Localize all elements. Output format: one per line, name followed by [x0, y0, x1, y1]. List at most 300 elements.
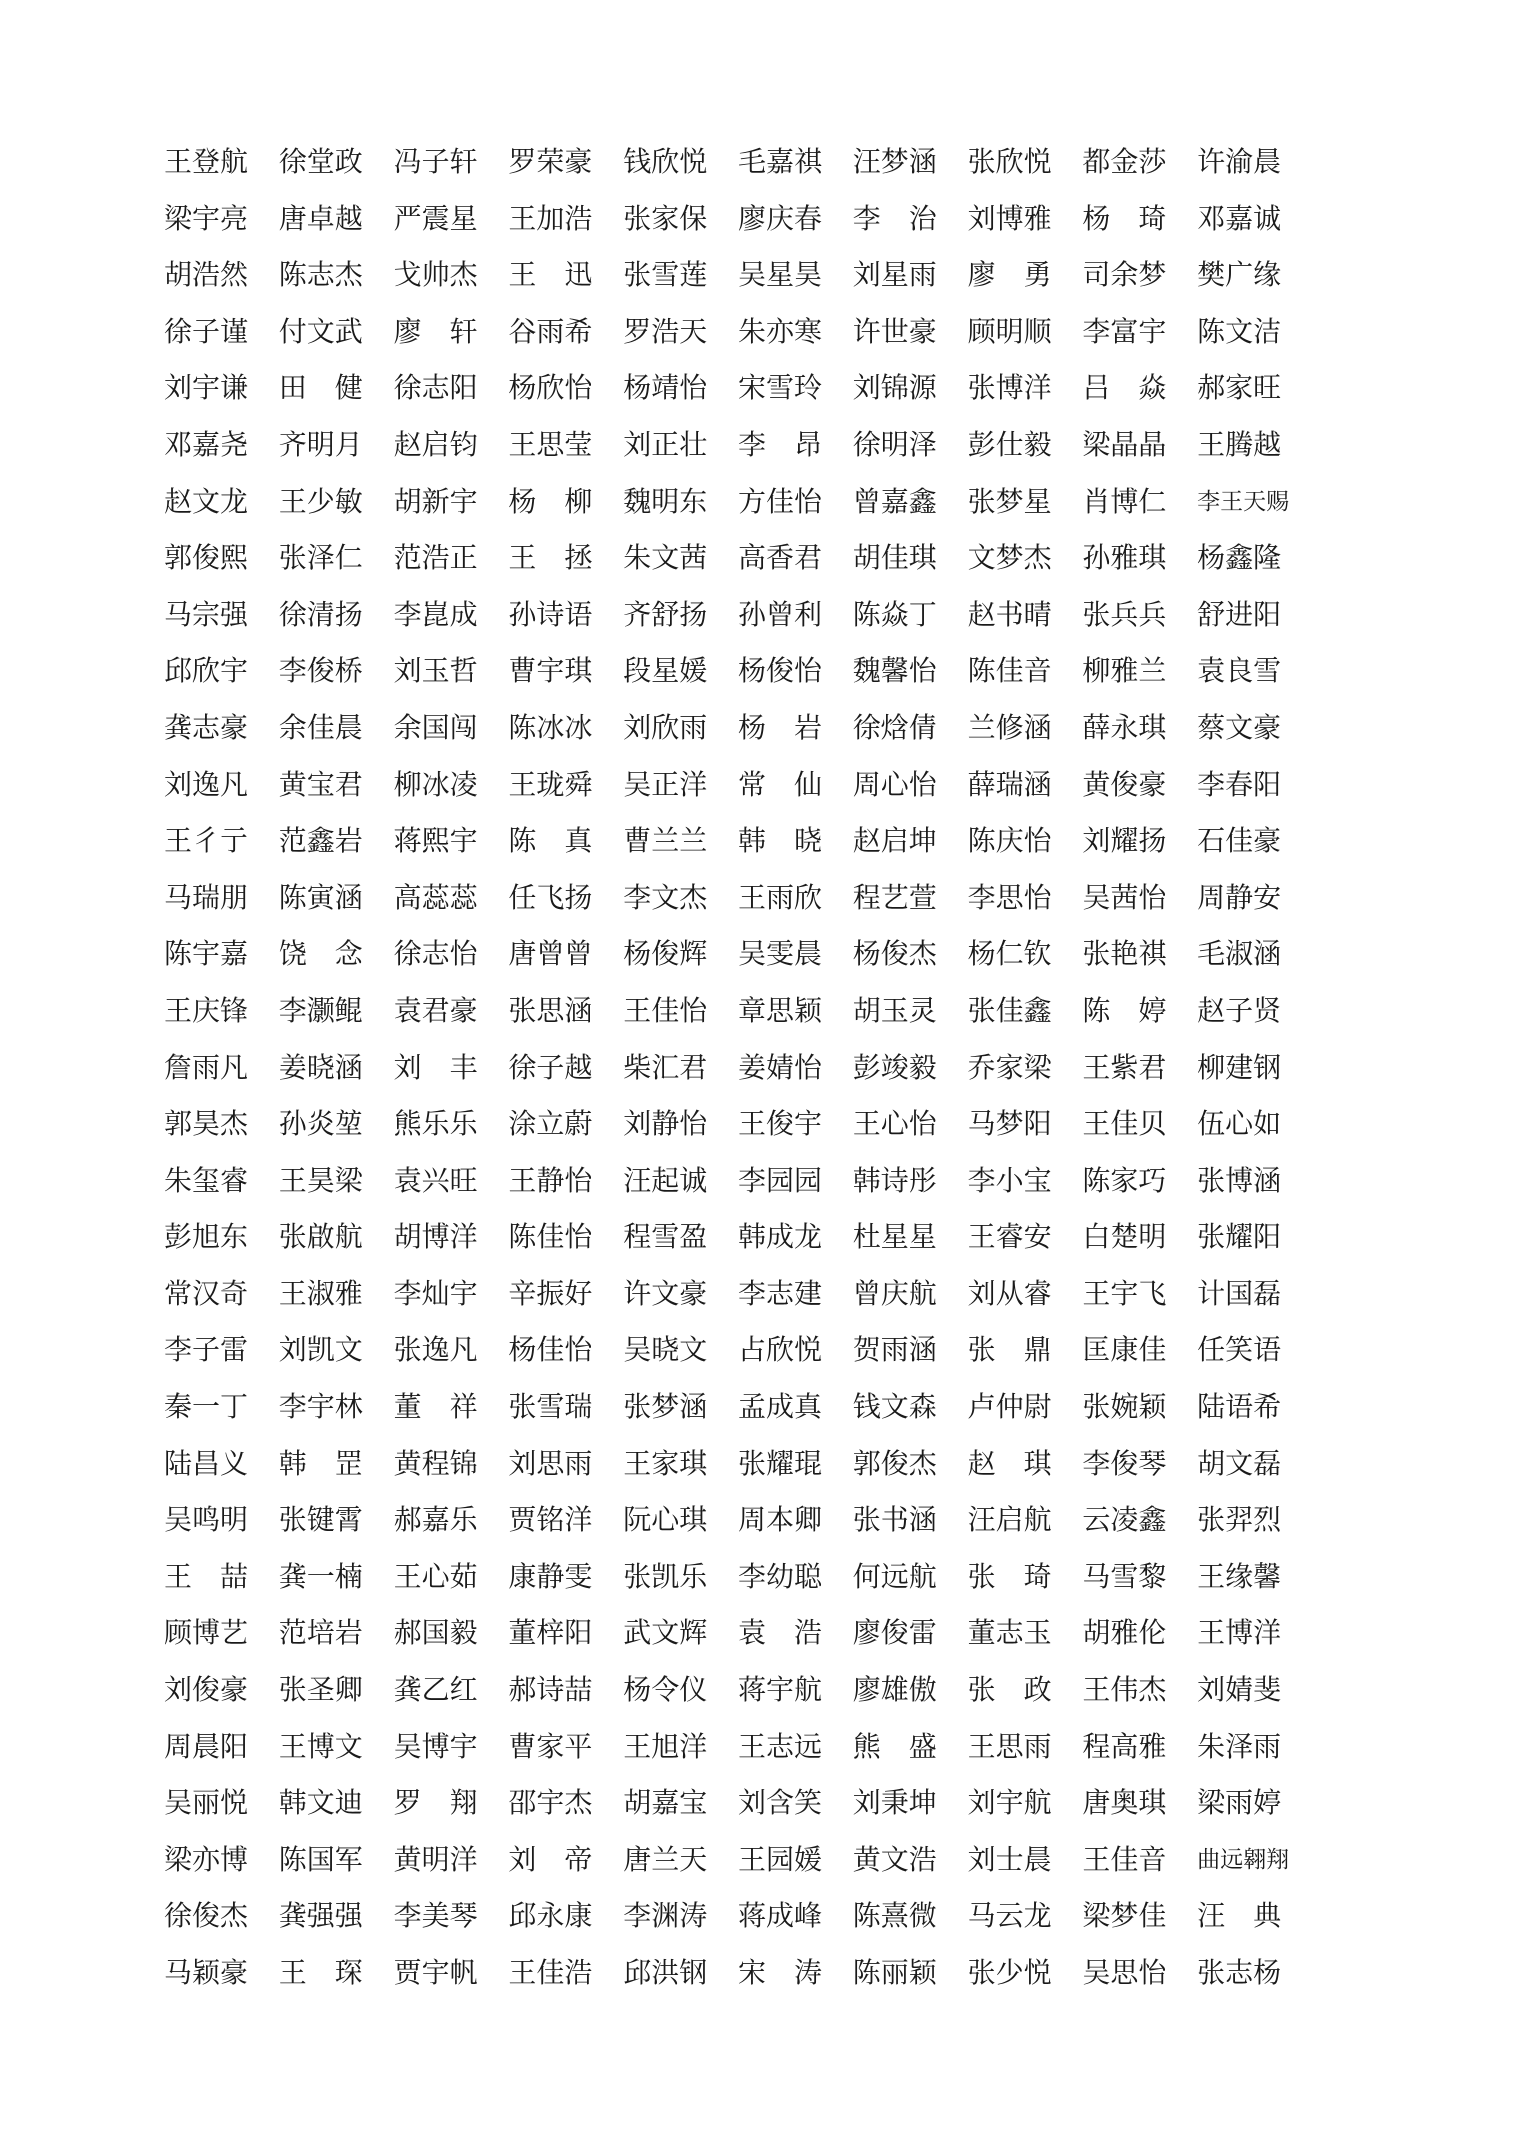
name-entry: 邓嘉尧: [164, 427, 249, 461]
name-entry: 王珑舜: [508, 767, 593, 801]
name-entry: 王旭洋: [623, 1729, 708, 1763]
name-entry: 周晨阳: [164, 1729, 249, 1763]
name-entry: 汪梦涵: [852, 145, 937, 178]
name-entry: 吴思怡: [1082, 1956, 1167, 1989]
name-entry: 王宇飞: [1082, 1276, 1167, 1310]
name-entry: 张博洋: [967, 371, 1052, 405]
name-entry: 徐志怡: [393, 937, 478, 971]
name-entry: 汪 典: [1197, 1899, 1282, 1933]
name-entry: 张家保: [623, 201, 708, 235]
name-entry: 阮心琪: [623, 1503, 708, 1537]
name-entry: 梁雨婷: [1197, 1786, 1282, 1820]
name-entry: 薛瑞涵: [967, 767, 1052, 801]
name-entry: 张凯乐: [623, 1559, 708, 1593]
name-entry: 韩成龙: [737, 1220, 822, 1254]
name-entry: 伍心如: [1197, 1107, 1282, 1141]
name-entry: 胡新宇: [393, 484, 478, 518]
name-entry: 王思莹: [508, 427, 593, 461]
name-entry: 王佳贝: [1082, 1107, 1167, 1141]
name-entry: 邵宇杰: [508, 1786, 593, 1820]
name-entry: 熊 盛: [852, 1729, 937, 1763]
name-entry: 韩诗彤: [852, 1163, 937, 1197]
name-entry: 刘锦源: [852, 371, 937, 405]
name-entry: 邓嘉诚: [1197, 201, 1282, 235]
name-entry: 陈寅涵: [278, 880, 363, 914]
name-entry: 唐奥琪: [1082, 1786, 1167, 1820]
name-entry: 朱亦寒: [737, 314, 822, 348]
name-entry: 何远航: [852, 1559, 937, 1593]
name-entry: 孟成真: [737, 1390, 822, 1424]
name-entry: 王伟杰: [1082, 1673, 1167, 1707]
name-entry: 刘博雅: [967, 201, 1052, 235]
name-entry: 陈佳怡: [508, 1220, 593, 1254]
name-entry: 刘宇航: [967, 1786, 1052, 1820]
name-entry: 李俊琴: [1082, 1446, 1167, 1480]
name-entry: 常汉奇: [164, 1276, 249, 1310]
name-entry: 都金莎: [1082, 145, 1167, 178]
name-entry: 李园园: [737, 1163, 822, 1197]
name-entry: 刘正壮: [623, 427, 708, 461]
name-entry: 唐曾曾: [508, 937, 593, 971]
name-entry: 卢仲尉: [967, 1390, 1052, 1424]
name-entry: 刘凯文: [278, 1333, 363, 1367]
name-entry: 胡雅伦: [1082, 1616, 1167, 1650]
name-entry: 罗 翔: [393, 1786, 478, 1820]
name-entry: 李王天赐: [1197, 488, 1290, 515]
name-entry: 王加浩: [508, 201, 593, 235]
name-entry: 李文杰: [623, 880, 708, 914]
name-entry: 程高雅: [1082, 1729, 1167, 1763]
name-entry: 袁良雪: [1197, 654, 1282, 688]
name-entry: 高香君: [737, 541, 822, 575]
name-entry: 王 喆: [164, 1559, 248, 1593]
name-entry: 余佳晨: [278, 710, 363, 744]
name-entry: 余国闯: [393, 710, 478, 744]
name-entry: 黄宝君: [278, 767, 363, 801]
name-entry: 唐卓越: [278, 201, 363, 235]
name-entry: 章思颖: [737, 993, 822, 1027]
name-entry: 宋雪玲: [737, 371, 822, 405]
name-entry: 陈佳音: [967, 654, 1052, 688]
name-entry: 柳建钢: [1197, 1050, 1282, 1084]
name-entry: 梁宇亮: [164, 201, 249, 235]
name-entry: 司余梦: [1082, 258, 1167, 292]
name-entry: 钱文森: [852, 1390, 937, 1424]
name-entry: 陆语希: [1197, 1390, 1282, 1424]
name-entry: 邱永康: [508, 1899, 593, 1933]
name-entry: 杨佳怡: [508, 1333, 593, 1367]
name-entry: 王彳亍: [164, 824, 249, 858]
name-entry: 李子雷: [164, 1333, 249, 1367]
name-entry: 田 健: [278, 371, 363, 405]
name-entry: 杨俊杰: [852, 937, 937, 971]
name-entry: 杨俊怡: [737, 654, 822, 688]
name-entry: 董志玉: [967, 1616, 1052, 1650]
name-entry: 杨仁钦: [967, 937, 1052, 971]
name-entry: 胡博洋: [393, 1220, 478, 1254]
name-entry: 王思雨: [967, 1729, 1052, 1763]
name-entry: 刘从睿: [967, 1276, 1052, 1310]
name-entry: 杨靖怡: [623, 371, 708, 405]
name-entry: 董 祥: [393, 1390, 478, 1424]
name-entry: 王静怡: [508, 1163, 593, 1197]
name-entry: 马颖豪: [164, 1956, 249, 1989]
name-entry: 辛振好: [508, 1276, 593, 1310]
name-entry: 孙炎堃: [278, 1107, 363, 1141]
name-entry: 刘玉哲: [393, 654, 478, 688]
name-entry: 秦一丁: [164, 1390, 249, 1424]
name-entry: 杨欣怡: [508, 371, 593, 405]
name-entry: 龚强强: [278, 1899, 363, 1933]
name-entry: 张思涵: [508, 993, 593, 1027]
name-entry: 王淑雅: [278, 1276, 363, 1310]
name-entry: 黄文浩: [852, 1842, 937, 1876]
name-entry: 刘士晨: [967, 1842, 1052, 1876]
name-entry: 王紫君: [1082, 1050, 1167, 1084]
name-entry: 齐舒扬: [623, 597, 708, 631]
name-entry: 廖俊雷: [852, 1616, 937, 1650]
name-entry: 计国磊: [1197, 1276, 1282, 1310]
name-entry: 吴博宇: [393, 1729, 478, 1763]
name-entry: 毛淑涵: [1197, 937, 1282, 971]
name-entry: 郭俊杰: [852, 1446, 937, 1480]
name-entry: 徐堂政: [278, 145, 363, 178]
name-entry: 柴汇君: [623, 1050, 708, 1084]
name-entry: 魏明东: [623, 484, 708, 518]
name-entry: 杨令仪: [623, 1673, 708, 1707]
name-entry: 陈国军: [278, 1842, 363, 1876]
name-entry: 陈熹微: [852, 1899, 937, 1933]
name-entry: 郝家旺: [1197, 371, 1282, 405]
name-entry: 周心怡: [852, 767, 937, 801]
name-entry: 范浩正: [393, 541, 478, 575]
name-entry: 陈文洁: [1197, 314, 1282, 348]
name-entry: 张欣悦: [967, 145, 1052, 178]
name-entry: 程艺萱: [852, 880, 937, 914]
name-entry: 张 鼎: [967, 1333, 1052, 1367]
name-list: [164, 134, 1328, 2002]
name-entry: 刘俊豪: [164, 1673, 249, 1707]
name-entry: 郭昊杰: [164, 1107, 249, 1141]
name-entry: 郝诗喆: [508, 1673, 593, 1707]
name-entry: 薛永琪: [1082, 710, 1167, 744]
name-entry: 王 迅: [508, 258, 593, 292]
name-entry: 张逸凡: [393, 1333, 478, 1367]
name-entry: 曹家平: [508, 1729, 593, 1763]
name-entry: 周静安: [1197, 880, 1282, 914]
name-entry: 姜晓涵: [278, 1050, 363, 1084]
name-entry: 李幼聪: [737, 1559, 822, 1593]
name-entry: 孙曾利: [737, 597, 822, 631]
name-entry: 王志远: [737, 1729, 822, 1763]
name-entry: 白楚明: [1082, 1220, 1167, 1254]
name-entry: 赵启坤: [852, 824, 937, 858]
name-entry: 王佳浩: [508, 1956, 593, 1989]
name-entry: 廖庆春: [737, 201, 822, 235]
name-entry: 马梦阳: [967, 1107, 1052, 1141]
name-entry: 王雨欣: [737, 880, 822, 914]
name-entry: 范鑫岩: [278, 824, 363, 858]
name-entry: 贺雨涵: [852, 1333, 937, 1367]
name-entry: 王心茹: [393, 1559, 478, 1593]
name-entry: 李志建: [737, 1276, 822, 1310]
name-entry: 刘欣雨: [623, 710, 708, 744]
name-entry: 赵子贤: [1197, 993, 1282, 1027]
name-entry: 胡佳琪: [852, 541, 937, 575]
name-entry: 汪启航: [967, 1503, 1052, 1537]
name-entry: 范培岩: [278, 1616, 363, 1650]
name-entry: 黄程锦: [393, 1446, 478, 1480]
name-entry: 李宇林: [278, 1390, 363, 1424]
name-entry: 王佳怡: [623, 993, 708, 1027]
name-entry: 王家琪: [623, 1446, 708, 1480]
name-entry: 曾嘉鑫: [852, 484, 937, 518]
name-entry: 王佳音: [1082, 1842, 1167, 1876]
name-entry: 钱欣悦: [623, 145, 708, 178]
name-entry: 云凌鑫: [1082, 1503, 1167, 1537]
name-entry: 王庆锋: [164, 993, 249, 1027]
name-entry: 詹雨凡: [164, 1050, 249, 1084]
name-entry: 曾庆航: [852, 1276, 937, 1310]
name-entry: 吴雯晨: [737, 937, 822, 971]
name-entry: 张雪莲: [623, 258, 708, 292]
name-entry: 唐兰天: [623, 1842, 708, 1876]
name-entry: 徐明泽: [852, 427, 937, 461]
name-entry: 赵 琪: [967, 1446, 1052, 1480]
name-entry: 许世豪: [852, 314, 937, 348]
name-entry: 廖 勇: [967, 258, 1052, 292]
name-entry: 彭旭东: [164, 1220, 249, 1254]
name-entry: 张少悦: [967, 1956, 1052, 1989]
name-entry: 董梓阳: [508, 1616, 593, 1650]
name-entry: 马雪黎: [1082, 1559, 1167, 1593]
name-entry: 马瑞朋: [164, 880, 249, 914]
name-entry: 宋 涛: [737, 1956, 822, 1989]
name-entry: 袁君豪: [393, 993, 478, 1027]
name-entry: 樊广缘: [1197, 258, 1282, 292]
name-entry: 邱欣宇: [164, 654, 249, 688]
name-entry: 王心怡: [852, 1107, 937, 1141]
name-entry: 张梦星: [967, 484, 1052, 518]
name-entry: 刘思雨: [508, 1446, 593, 1480]
name-entry: 熊乐乐: [393, 1107, 478, 1141]
name-entry: 舒进阳: [1197, 597, 1282, 631]
name-entry: 徐俊杰: [164, 1899, 249, 1933]
name-entry: 武文辉: [623, 1616, 708, 1650]
name-entry: 刘耀扬: [1082, 824, 1167, 858]
name-entry: 毛嘉祺: [737, 145, 822, 178]
name-entry: 王 琛: [278, 1956, 363, 1989]
name-entry: 刘 丰: [393, 1050, 478, 1084]
name-entry: 陈 真: [508, 824, 593, 858]
name-entry: 石佳豪: [1197, 824, 1282, 858]
name-entry: 吴正洋: [623, 767, 708, 801]
name-entry: 张志杨: [1197, 1956, 1282, 1989]
name-entry: 赵启钧: [393, 427, 478, 461]
name-entry: 韩文迪: [278, 1786, 363, 1820]
name-entry: 王博洋: [1197, 1616, 1282, 1650]
name-entry: 李崑成: [393, 597, 478, 631]
name-entry: 梁梦佳: [1082, 1899, 1167, 1933]
name-entry: 徐清扬: [278, 597, 363, 631]
name-entry: 付文武: [278, 314, 363, 348]
name-entry: 刘秉坤: [852, 1786, 937, 1820]
name-entry: 王 拯: [508, 541, 593, 575]
name-entry: 王腾越: [1197, 427, 1282, 461]
name-entry: 龚志豪: [164, 710, 249, 744]
name-entry: 严震星: [393, 201, 478, 235]
name-entry: 李渊涛: [623, 1899, 708, 1933]
name-entry: 李 治: [852, 201, 937, 235]
name-entry: 曹宇琪: [508, 654, 593, 688]
name-entry: 吴晓文: [623, 1333, 708, 1367]
name-entry: 陈冰冰: [508, 710, 593, 744]
name-entry: 韩 罡: [278, 1446, 363, 1480]
name-entry: 韩 晓: [737, 824, 822, 858]
name-entry: 匡康佳: [1082, 1333, 1167, 1367]
name-entry: 吴鸣明: [164, 1503, 249, 1537]
name-entry: 刘 帝: [508, 1842, 593, 1876]
name-entry: 朱泽雨: [1197, 1729, 1282, 1763]
name-entry: 刘宇谦: [164, 371, 249, 405]
name-entry: 李思怡: [967, 880, 1052, 914]
name-entry: 曹兰兰: [623, 824, 708, 858]
name-entry: 张博涵: [1197, 1163, 1282, 1197]
name-entry: 王俊宇: [737, 1107, 822, 1141]
name-entry: 李灏鲲: [278, 993, 363, 1027]
name-entry: 张 琦: [967, 1559, 1052, 1593]
name-entry: 彭仕毅: [967, 427, 1052, 461]
name-entry: 贾宇帆: [393, 1956, 478, 1989]
name-entry: 李俊桥: [278, 654, 363, 688]
name-entry: 饶 念: [278, 937, 363, 971]
name-entry: 蔡文豪: [1197, 710, 1282, 744]
name-entry: 黄明洋: [393, 1842, 478, 1876]
name-entry: 魏馨怡: [852, 654, 937, 688]
name-entry: 刘婧斐: [1197, 1673, 1282, 1707]
name-entry: 王睿安: [967, 1220, 1052, 1254]
name-entry: 邱洪钢: [623, 1956, 708, 1989]
name-entry: 胡文磊: [1197, 1446, 1282, 1480]
name-entry: 涂立蔚: [508, 1107, 593, 1141]
name-entry: 杨 岩: [737, 710, 822, 744]
name-entry: 吴丽悦: [164, 1786, 249, 1820]
name-entry: 张书涵: [852, 1503, 937, 1537]
name-entry: 梁晶晶: [1082, 427, 1167, 461]
name-entry: 王园媛: [737, 1842, 822, 1876]
name-entry: 刘静怡: [623, 1107, 708, 1141]
name-entry: 李美琴: [393, 1899, 478, 1933]
name-entry: 张泽仁: [278, 541, 363, 575]
name-entry: 刘星雨: [852, 258, 937, 292]
name-entry: 冯子轩: [393, 145, 478, 178]
name-entry: 梁亦博: [164, 1842, 249, 1876]
name-entry: 陆昌义: [164, 1446, 249, 1480]
name-entry: 李灿宇: [393, 1276, 478, 1310]
name-entry: 贾铭洋: [508, 1503, 593, 1537]
name-entry: 李小宝: [967, 1163, 1052, 1197]
name-entry: 吴茜怡: [1082, 880, 1167, 914]
name-entry: 罗浩天: [623, 314, 708, 348]
name-entry: 任飞扬: [508, 880, 593, 914]
name-entry: 朱玺睿: [164, 1163, 249, 1197]
name-entry: 杨 琦: [1082, 201, 1167, 235]
name-entry: 张啟航: [278, 1220, 363, 1254]
name-entry: 戈帅杰: [393, 258, 478, 292]
name-entry: 彭竣毅: [852, 1050, 937, 1084]
name-entry: 龚一楠: [278, 1559, 363, 1593]
name-entry: 杨鑫隆: [1197, 541, 1282, 575]
name-entry: 张兵兵: [1082, 597, 1167, 631]
name-entry: 胡嘉宝: [623, 1786, 708, 1820]
name-entry: 汪起诚: [623, 1163, 708, 1197]
name-entry: 刘逸凡: [164, 767, 249, 801]
name-entry: 乔家梁: [967, 1050, 1052, 1084]
name-entry: 廖 轩: [393, 314, 478, 348]
name-entry: 王昊梁: [278, 1163, 363, 1197]
name-entry: 张 政: [967, 1673, 1052, 1707]
name-entry: 张婉颖: [1082, 1390, 1167, 1424]
name-entry: 方佳怡: [737, 484, 822, 518]
name-entry: 张键霄: [278, 1503, 363, 1537]
name-entry: 蒋熙宇: [393, 824, 478, 858]
name-entry: 高蕊蕊: [393, 880, 478, 914]
name-entry: 王登航: [164, 145, 249, 178]
name-entry: 许文豪: [623, 1276, 708, 1310]
name-entry: 陈焱丁: [852, 597, 937, 631]
name-entry: 李 昂: [737, 427, 822, 461]
name-entry: 孙诗语: [508, 597, 593, 631]
name-entry: 李春阳: [1197, 767, 1282, 801]
name-entry: 刘含笑: [737, 1786, 822, 1820]
name-entry: 廖雄傲: [852, 1673, 937, 1707]
name-entry: 张羿烈: [1197, 1503, 1282, 1537]
name-entry: 郭俊熙: [164, 541, 249, 575]
name-entry: 谷雨希: [508, 314, 593, 348]
name-entry: 蒋成峰: [737, 1899, 822, 1933]
name-entry: 齐明月: [278, 427, 363, 461]
name-entry: 周本卿: [737, 1503, 822, 1537]
name-entry: 龚乙红: [393, 1673, 478, 1707]
name-entry: 马宗强: [164, 597, 249, 631]
name-entry: 张耀阳: [1197, 1220, 1282, 1254]
name-entry: 柳冰凌: [393, 767, 478, 801]
name-entry: 张耀琨: [737, 1446, 822, 1480]
name-entry: 任笑语: [1197, 1333, 1282, 1367]
name-entry: 王少敏: [278, 484, 363, 518]
name-entry: 姜婧怡: [737, 1050, 822, 1084]
name-entry: 肖博仁: [1082, 484, 1167, 518]
name-entry: 胡浩然: [164, 258, 249, 292]
name-entry: 陈家巧: [1082, 1163, 1167, 1197]
name-entry: 张梦涵: [623, 1390, 708, 1424]
name-entry: 胡玉灵: [852, 993, 937, 1027]
name-entry: 袁兴旺: [393, 1163, 478, 1197]
name-entry: 王博文: [278, 1729, 363, 1763]
name-entry: 曲远翱翔: [1197, 1846, 1290, 1873]
name-entry: 蒋宇航: [737, 1673, 822, 1707]
name-entry: 吕 焱: [1082, 371, 1167, 405]
name-entry: 顾明顺: [967, 314, 1052, 348]
name-entry: 柳雅兰: [1082, 654, 1167, 688]
name-entry: 陈宇嘉: [164, 937, 249, 971]
name-entry: 段星媛: [623, 654, 708, 688]
name-entry: 程雪盈: [623, 1220, 708, 1254]
name-entry: 黄俊豪: [1082, 767, 1167, 801]
name-entry: 常 仙: [737, 767, 822, 801]
name-entry: 陈丽颖: [852, 1956, 937, 1989]
name-entry: 李富宇: [1082, 314, 1167, 348]
